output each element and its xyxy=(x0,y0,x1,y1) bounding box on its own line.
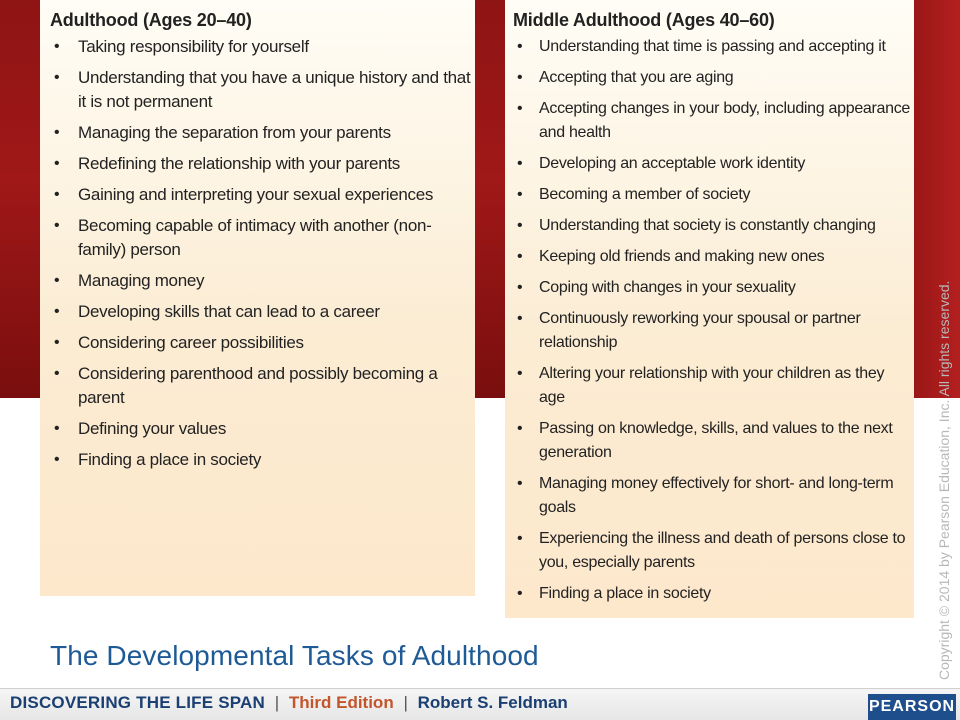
adulthood-task-item xyxy=(50,448,475,472)
bullet-icon: • xyxy=(517,155,523,172)
middle-adulthood-task-item xyxy=(513,276,914,300)
bullet-icon: • xyxy=(54,186,60,203)
adulthood-task-item xyxy=(50,269,475,293)
task-text: Considering parenthood and possibly becoming a parent xyxy=(78,364,438,407)
task-text: Understanding that time is passing and accepting it xyxy=(539,38,886,55)
middle-adulthood-task-list xyxy=(513,35,914,606)
task-text: Managing money effectively for short- and long-term goals xyxy=(539,475,894,516)
bullet-icon: • xyxy=(54,155,60,172)
bullet-icon: • xyxy=(517,248,523,265)
middle-adulthood-task-item xyxy=(513,527,914,575)
middle-adulthood-task-item xyxy=(513,582,914,606)
adulthood-task-item xyxy=(50,121,475,145)
footer-separator: | xyxy=(274,693,280,712)
bullet-icon: • xyxy=(517,217,523,234)
task-text: Keeping old friends and making new ones xyxy=(539,248,825,265)
adulthood-task-item xyxy=(50,35,475,59)
bullet-icon: • xyxy=(54,217,60,234)
middle-adulthood-task-item xyxy=(513,362,914,410)
bullet-icon: • xyxy=(517,365,523,382)
task-text: Defining your values xyxy=(78,419,227,438)
middle-adulthood-task-item xyxy=(513,152,914,176)
bullet-icon: • xyxy=(517,310,523,327)
task-text: Developing skills that can lead to a career xyxy=(78,302,380,321)
bullet-icon: • xyxy=(517,100,523,117)
task-text: Taking responsibility for yourself xyxy=(78,37,309,56)
task-text: Finding a place in society xyxy=(539,585,711,602)
bullet-icon: • xyxy=(54,124,60,141)
middle-adulthood-task-item xyxy=(513,417,914,465)
task-text: Continuously reworking your spousal or partner relationship xyxy=(539,310,861,351)
adulthood-task-item xyxy=(50,152,475,176)
task-text: Passing on knowledge, skills, and values to the next generation xyxy=(539,420,893,461)
task-text: Finding a place in society xyxy=(78,450,262,469)
task-text: Accepting changes in your body, including appearance and health xyxy=(539,100,911,141)
middle-adulthood-task-item xyxy=(513,214,914,238)
footer-book-info xyxy=(10,693,568,713)
task-text: Managing money xyxy=(78,271,205,290)
task-text: Managing the separation from your parents xyxy=(78,123,391,142)
task-text: Coping with changes in your sexuality xyxy=(539,279,796,296)
middle-adulthood-task-item xyxy=(513,183,914,207)
task-text: Experiencing the illness and death of persons close to you, especially parents xyxy=(539,530,906,571)
adulthood-task-item xyxy=(50,300,475,324)
bullet-icon: • xyxy=(517,69,523,86)
bullet-icon: • xyxy=(54,38,60,55)
bullet-icon: • xyxy=(517,38,523,55)
bullet-icon: • xyxy=(517,475,523,492)
bullet-icon: • xyxy=(54,272,60,289)
bullet-icon: • xyxy=(517,279,523,296)
book-author: Robert S. Feldman xyxy=(417,693,568,712)
bullet-icon: • xyxy=(54,420,60,437)
slide-title: The Developmental Tasks of Adulthood xyxy=(50,640,539,671)
book-edition: Third Edition xyxy=(288,693,394,712)
middle-adulthood-task-item xyxy=(513,97,914,145)
pearson-logo: PEARSON xyxy=(868,694,956,720)
adulthood-table xyxy=(40,0,475,596)
adulthood-task-list xyxy=(50,35,475,472)
middle-adulthood-task-item xyxy=(513,307,914,355)
task-text: Accepting that you are aging xyxy=(539,69,734,86)
task-text: Understanding that society is constantly changing xyxy=(539,217,876,234)
bullet-icon: • xyxy=(517,530,523,547)
bullet-icon: • xyxy=(54,451,60,468)
bullet-icon: • xyxy=(54,334,60,351)
bullet-icon: • xyxy=(517,585,523,602)
bullet-icon: • xyxy=(54,303,60,320)
bullet-icon: • xyxy=(517,186,523,203)
adulthood-task-item xyxy=(50,417,475,441)
adulthood-heading: Adulthood (Ages 20–40) xyxy=(50,10,252,30)
bullet-icon: • xyxy=(54,365,60,382)
task-text: Altering your relationship with your children as they age xyxy=(539,365,885,406)
adulthood-task-item xyxy=(50,183,475,207)
adulthood-task-item xyxy=(50,331,475,355)
footer-separator: | xyxy=(403,693,408,712)
task-text: Developing an acceptable work identity xyxy=(539,155,806,172)
copyright-notice: Copyright © 2014 by Pearson Education, Inc. All rights reserved. xyxy=(936,280,952,680)
footer-divider xyxy=(0,688,960,689)
task-text: Becoming a member of society xyxy=(539,186,751,203)
task-text: Gaining and interpreting your sexual experiences xyxy=(78,185,434,204)
task-text: Redefining the relationship with your parents xyxy=(78,154,400,173)
adulthood-task-item xyxy=(50,66,475,114)
middle-adulthood-task-item xyxy=(513,472,914,520)
middle-adulthood-task-item xyxy=(513,35,914,59)
book-title: DISCOVERING THE LIFE SPAN xyxy=(10,693,265,712)
bullet-icon: • xyxy=(54,69,60,86)
task-text: Understanding that you have a unique history and that it is not permanent xyxy=(78,68,471,111)
adulthood-task-item xyxy=(50,362,475,410)
footer-bar xyxy=(0,688,960,720)
middle-adulthood-task-item xyxy=(513,66,914,90)
middle-adulthood-table xyxy=(505,0,914,618)
task-text: Considering career possibilities xyxy=(78,333,304,352)
bullet-icon: • xyxy=(517,420,523,437)
adulthood-task-item xyxy=(50,214,475,262)
middle-adulthood-heading: Middle Adulthood (Ages 40–60) xyxy=(513,10,775,30)
task-text: Becoming capable of intimacy with another (non-family) person xyxy=(78,216,432,259)
middle-adulthood-task-item xyxy=(513,245,914,269)
